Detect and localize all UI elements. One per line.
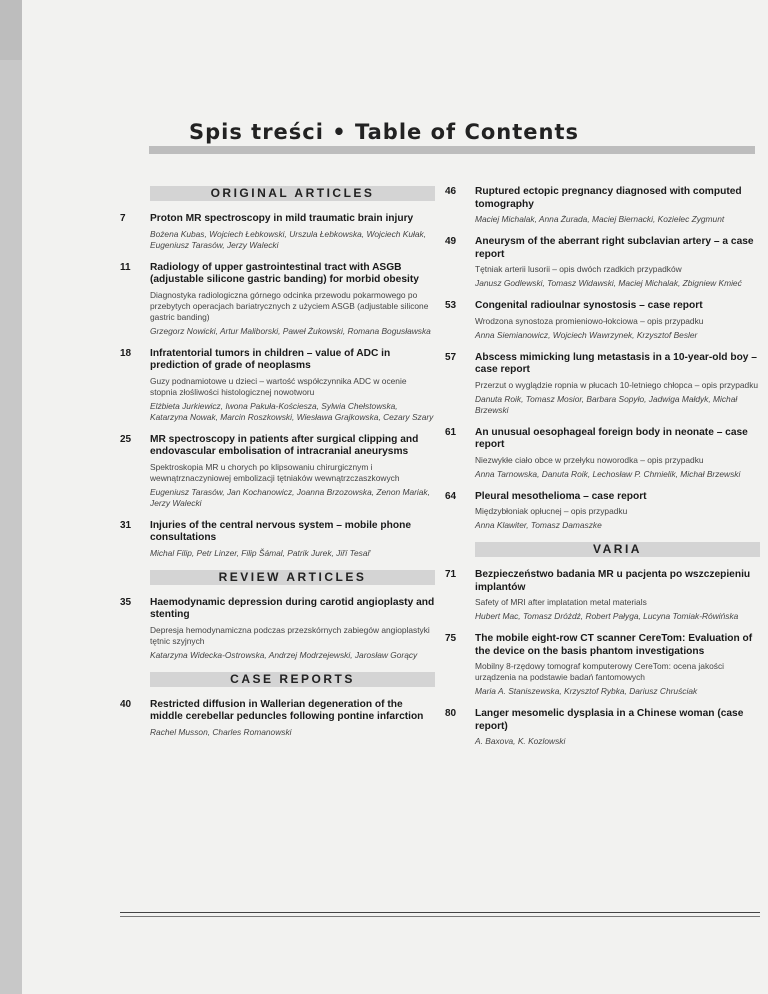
article-authors: Elżbieta Jurkiewicz, Iwona Pakuła-Kościesza, Sylwia Chełstowska, Katarzyna Nowak, Marcin Roszkowski, Wiesława Grajkowska, Cezary Szary bbox=[150, 400, 434, 422]
page-number: 71 bbox=[445, 569, 457, 580]
article-subtitle: Mobilny 8-rzędowy tomograf komputerowy CereTom: ocena jakości urządzenia na podstawie badań fantomowych bbox=[475, 661, 725, 682]
article-subtitle: Tętniak arterii lusorii – opis dwóch rzadkich przypadków bbox=[475, 264, 682, 274]
page-number: 35 bbox=[120, 596, 132, 608]
section-heading: REVIEW ARTICLES bbox=[150, 570, 435, 585]
article-title: Langer mesomelic dysplasia in a Chinese woman (case report) bbox=[475, 708, 744, 732]
article-subtitle: Diagnostyka radiologiczna górnego odcinka przewodu pokarmowego po przebytych operacjach bariatrycznych z użyciem ASGB (adjustable silicone gastric banding) bbox=[150, 289, 429, 322]
article-title: Pleural mesothelioma – case report bbox=[475, 490, 647, 502]
section-heading: VARIA bbox=[475, 542, 760, 557]
toc-column-left bbox=[120, 186, 435, 749]
article-authors: Anna Tarnowska, Danuta Roik, Lechosław P. Chmielik, Michał Brzewski bbox=[475, 468, 741, 479]
toc-entry[interactable] bbox=[120, 213, 435, 251]
page-number: 7 bbox=[120, 213, 126, 224]
article-title: Injuries of the central nervous system – mobile phone consultations bbox=[150, 519, 411, 543]
article-subtitle: Safety of MRI after implatation metal materials bbox=[475, 597, 647, 607]
article-title: Proton MR spectroscopy in mild traumatic brain injury bbox=[150, 213, 414, 224]
page-number: 49 bbox=[445, 236, 457, 247]
article-subtitle: Międzybłoniak opłucnej – opis przypadku bbox=[475, 506, 628, 516]
toc-entry[interactable] bbox=[445, 186, 760, 225]
toc-entry[interactable] bbox=[120, 348, 435, 423]
toc-column-right bbox=[445, 186, 760, 758]
article-authors: A. Baxova, K. Kozlowski bbox=[475, 736, 566, 746]
toc-entry[interactable] bbox=[120, 520, 435, 559]
page-number: 40 bbox=[120, 698, 132, 710]
toc-entry[interactable] bbox=[445, 300, 760, 341]
article-title: Aneurysm of the aberrant right subclavian artery – a case report bbox=[475, 236, 754, 260]
article-authors: Janusz Godlewski, Tomasz Widawski, Maciej Michalak, Zbigniew Kmieć bbox=[475, 278, 742, 288]
toc-entry[interactable] bbox=[445, 569, 760, 622]
page-number: 46 bbox=[445, 186, 457, 197]
toc-entry[interactable] bbox=[120, 699, 435, 738]
page-title: Spis treści • Table of Contents bbox=[189, 120, 579, 144]
page-number: 80 bbox=[445, 708, 457, 719]
section-heading: ORIGINAL ARTICLES bbox=[150, 186, 435, 201]
article-subtitle: Wrodzona synostoza promieniowo-łokciowa – opis przypadku bbox=[475, 315, 704, 326]
article-authors: Grzegorz Nowicki, Artur Maliborski, Paweł Żukowski, Romana Bogusławska bbox=[150, 325, 431, 336]
article-title: Bezpieczeństwo badania MR u pacjenta po wszczepieniu implantów bbox=[475, 569, 751, 593]
article-title: Infratentorial tumors in children – value of ADC in prediction of grade of neoplasms bbox=[150, 347, 391, 371]
article-title: Abscess mimicking lung metastasis in a 10-year-old boy – case report bbox=[475, 351, 757, 375]
article-authors: Anna Klawiter, Tomasz Damaszke bbox=[475, 520, 602, 530]
footer-rule-secondary bbox=[120, 916, 760, 917]
toc-entry[interactable] bbox=[445, 491, 760, 532]
article-authors: Maciej Michalak, Anna Żurada, Maciej Biernacki, Kozielec Zygmunt bbox=[475, 214, 725, 224]
article-subtitle: Guzy podnamiotowe u dzieci – wartość współczynnika ADC w ocenie stopnia złośliwości histologicznej nowotworu bbox=[150, 375, 407, 397]
article-authors: Maria A. Staniszewska, Krzysztof Rybka, Dariusz Chruściak bbox=[475, 686, 698, 696]
article-authors: Rachel Musson, Charles Romanowski bbox=[150, 726, 292, 737]
article-subtitle: Przerzut o wyglądzie ropnia w płucach 10-letniego chłopca – opis przypadku bbox=[475, 379, 759, 390]
article-authors: Eugeniusz Tarasów, Jan Kochanowicz, Joanna Brzozowska, Zenon Mariak, Jerzy Walecki bbox=[150, 486, 430, 508]
page-number: 53 bbox=[445, 300, 457, 311]
article-title: MR spectroscopy in patients after surgical clipping and endovascular embolisation of intracranial aneurysms bbox=[150, 433, 419, 457]
page-number: 64 bbox=[445, 490, 457, 502]
toc-entry[interactable] bbox=[120, 597, 435, 661]
article-authors: Katarzyna Widecka-Ostrowska, Andrzej Modrzejewski, Jarosław Gorący bbox=[150, 649, 418, 660]
page-number: 31 bbox=[120, 519, 132, 531]
title-underline-bar bbox=[149, 146, 755, 154]
article-authors: Bożena Kubas, Wojciech Łebkowski, Urszula Łebkowska, Wojciech Kułak, Eugeniusz Tarasów, Jerzy Walecki bbox=[150, 228, 427, 250]
article-title: The mobile eight-row CT scanner CereTom: Evaluation of the device on the basis phantom investigations bbox=[475, 633, 753, 657]
article-authors: Anna Siemianowicz, Wojciech Wawrzynek, Krzysztof Besler bbox=[475, 329, 698, 340]
article-title: Congenital radioulnar synostosis – case report bbox=[475, 300, 703, 311]
article-title: An unusual oesophageal foreign body in neonate – case report bbox=[475, 426, 748, 450]
article-title: Restricted diffusion in Wallerian degeneration of the middle cerebellar peduncles following pontine infarction bbox=[150, 698, 424, 722]
article-subtitle: Niezwykłe ciało obce w przełyku noworodka – opis przypadku bbox=[475, 454, 704, 465]
page-number: 18 bbox=[120, 347, 132, 359]
footer-rule bbox=[120, 912, 760, 913]
article-subtitle: Depresja hemodynamiczna podczas przezskórnych zabiegów angioplastyki tętnic szyjnych bbox=[150, 624, 430, 646]
article-title: Radiology of upper gastrointestinal tract with ASGB (adjustable silicone gastric banding) for morbid obesity bbox=[150, 261, 419, 285]
article-title: Haemodynamic depression during carotid angioplasty and stenting bbox=[150, 596, 435, 620]
page-number: 11 bbox=[120, 261, 131, 273]
toc-entry[interactable] bbox=[445, 633, 760, 697]
scan-edge bbox=[0, 0, 22, 994]
article-authors: Hubert Mac, Tomasz Dróżdż, Robert Pałyga, Lucyna Tomiak-Rówińska bbox=[475, 611, 739, 621]
toc-entry[interactable] bbox=[120, 262, 435, 337]
page-number: 75 bbox=[445, 633, 457, 644]
toc-entry[interactable] bbox=[445, 236, 760, 289]
toc-entry[interactable] bbox=[445, 427, 760, 480]
toc-entry[interactable] bbox=[445, 708, 760, 747]
section-heading: CASE REPORTS bbox=[150, 672, 435, 687]
page-number: 57 bbox=[445, 351, 457, 363]
article-title: Ruptured ectopic pregnancy diagnosed with computed tomography bbox=[475, 186, 742, 210]
page-number: 25 bbox=[120, 433, 132, 445]
article-authors: Danuta Roik, Tomasz Mosior, Barbara Sopyło, Jadwiga Małdyk, Michał Brzewski bbox=[475, 393, 738, 415]
toc-entry[interactable] bbox=[445, 352, 760, 416]
page-number: 61 bbox=[445, 426, 457, 438]
toc-entry[interactable] bbox=[120, 434, 435, 509]
article-authors: Michal Filip, Petr Linzer, Filip Šámal, Patrik Jurek, Jiří Tesař bbox=[150, 547, 371, 558]
article-subtitle: Spektroskopia MR u chorych po klipsowaniu chirurgicznym i wewnątrznaczyniowej embolizacji tętniaków wewnątrzczaszkowych bbox=[150, 461, 400, 483]
